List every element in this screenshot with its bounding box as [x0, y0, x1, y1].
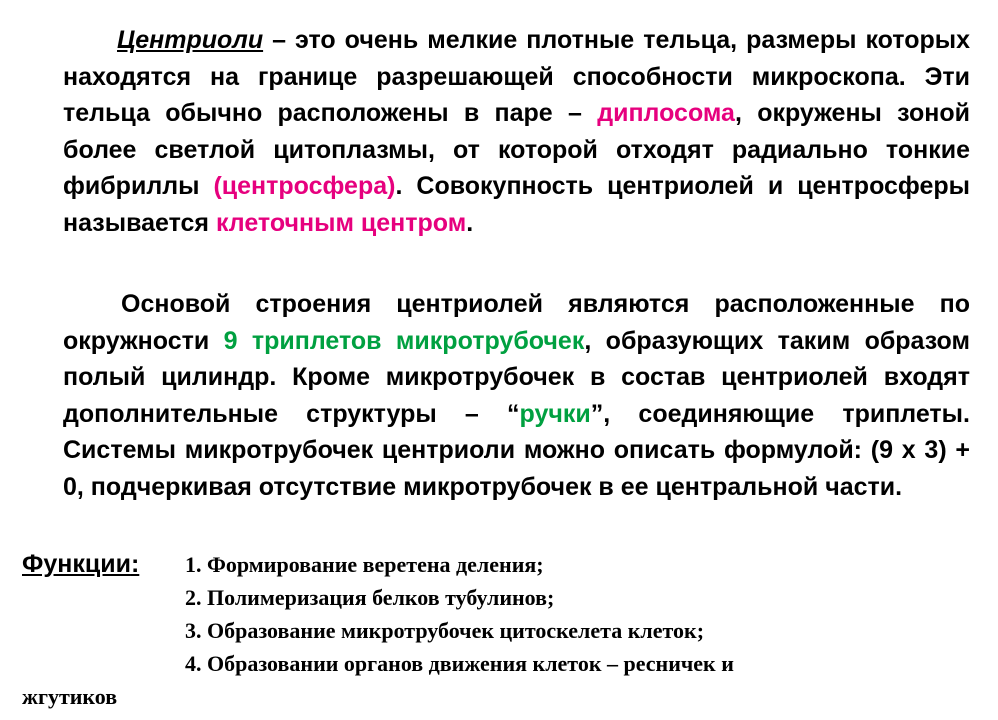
list-item [22, 548, 982, 581]
function-item-1: 1. Формирование веретена деления; [185, 552, 544, 577]
function-item-2: 2. Полимеризация белков тубулинов; [185, 585, 555, 610]
paragraph1-text-a: – это очень мелкие плотные тельца, размеры которых находятся на границе разрешающей способности микроскопа. Эти тельца обычно расположены в паре – [63, 26, 970, 127]
list-item [22, 614, 982, 647]
paragraph2-text-a: Основой строения центриолей являются расположенные по окружности [63, 290, 970, 355]
functions-heading [22, 548, 185, 581]
function-item-4-continuation: жгутиков [22, 684, 118, 709]
functions-heading-text: Функции [22, 550, 131, 578]
term-diplosome: диплосома [597, 99, 735, 127]
paragraph1-text-c: . Совокупность центриолей и центросферы называется [63, 172, 970, 237]
functions-list [22, 548, 982, 713]
term-handles: ручки [519, 399, 591, 428]
list-item [22, 581, 982, 614]
paragraph2-text-b: , образующих таким образом полый цилиндр. Кроме микротрубочек в состав центриолей входят дополнительные структуры – “ [63, 326, 970, 428]
paragraph2-text-c: ”, соединяющие триплеты. Системы микротрубочек центриоли можно описать формулой: (9 х 3) + 0, подчеркивая отсутствие микротрубочек в ее центральной части. [63, 399, 970, 501]
list-item [22, 647, 982, 680]
paragraph1-text-d: . [466, 208, 474, 237]
paragraph-centrioles-structure [63, 286, 970, 505]
term-cell-center: клеточным центром [215, 208, 467, 237]
term-centrioles: Центриоли [117, 26, 264, 54]
function-item-4: 4. Образовании органов движения клеток – ресничек и [185, 651, 734, 676]
term-centrosphere: (центросфера) [213, 172, 396, 200]
functions-heading-colon: : [130, 550, 140, 578]
paragraph-centrioles-definition [63, 22, 970, 241]
paragraph1-text-b: , окружены зоной более светлой цитоплазмы, от которой отходят радиально тонкие фибриллы [63, 99, 970, 200]
function-item-3: 3. Образование микротрубочек цитоскелета клеток; [185, 618, 705, 643]
term-triplets: 9 триплетов микротрубочек [223, 326, 585, 355]
